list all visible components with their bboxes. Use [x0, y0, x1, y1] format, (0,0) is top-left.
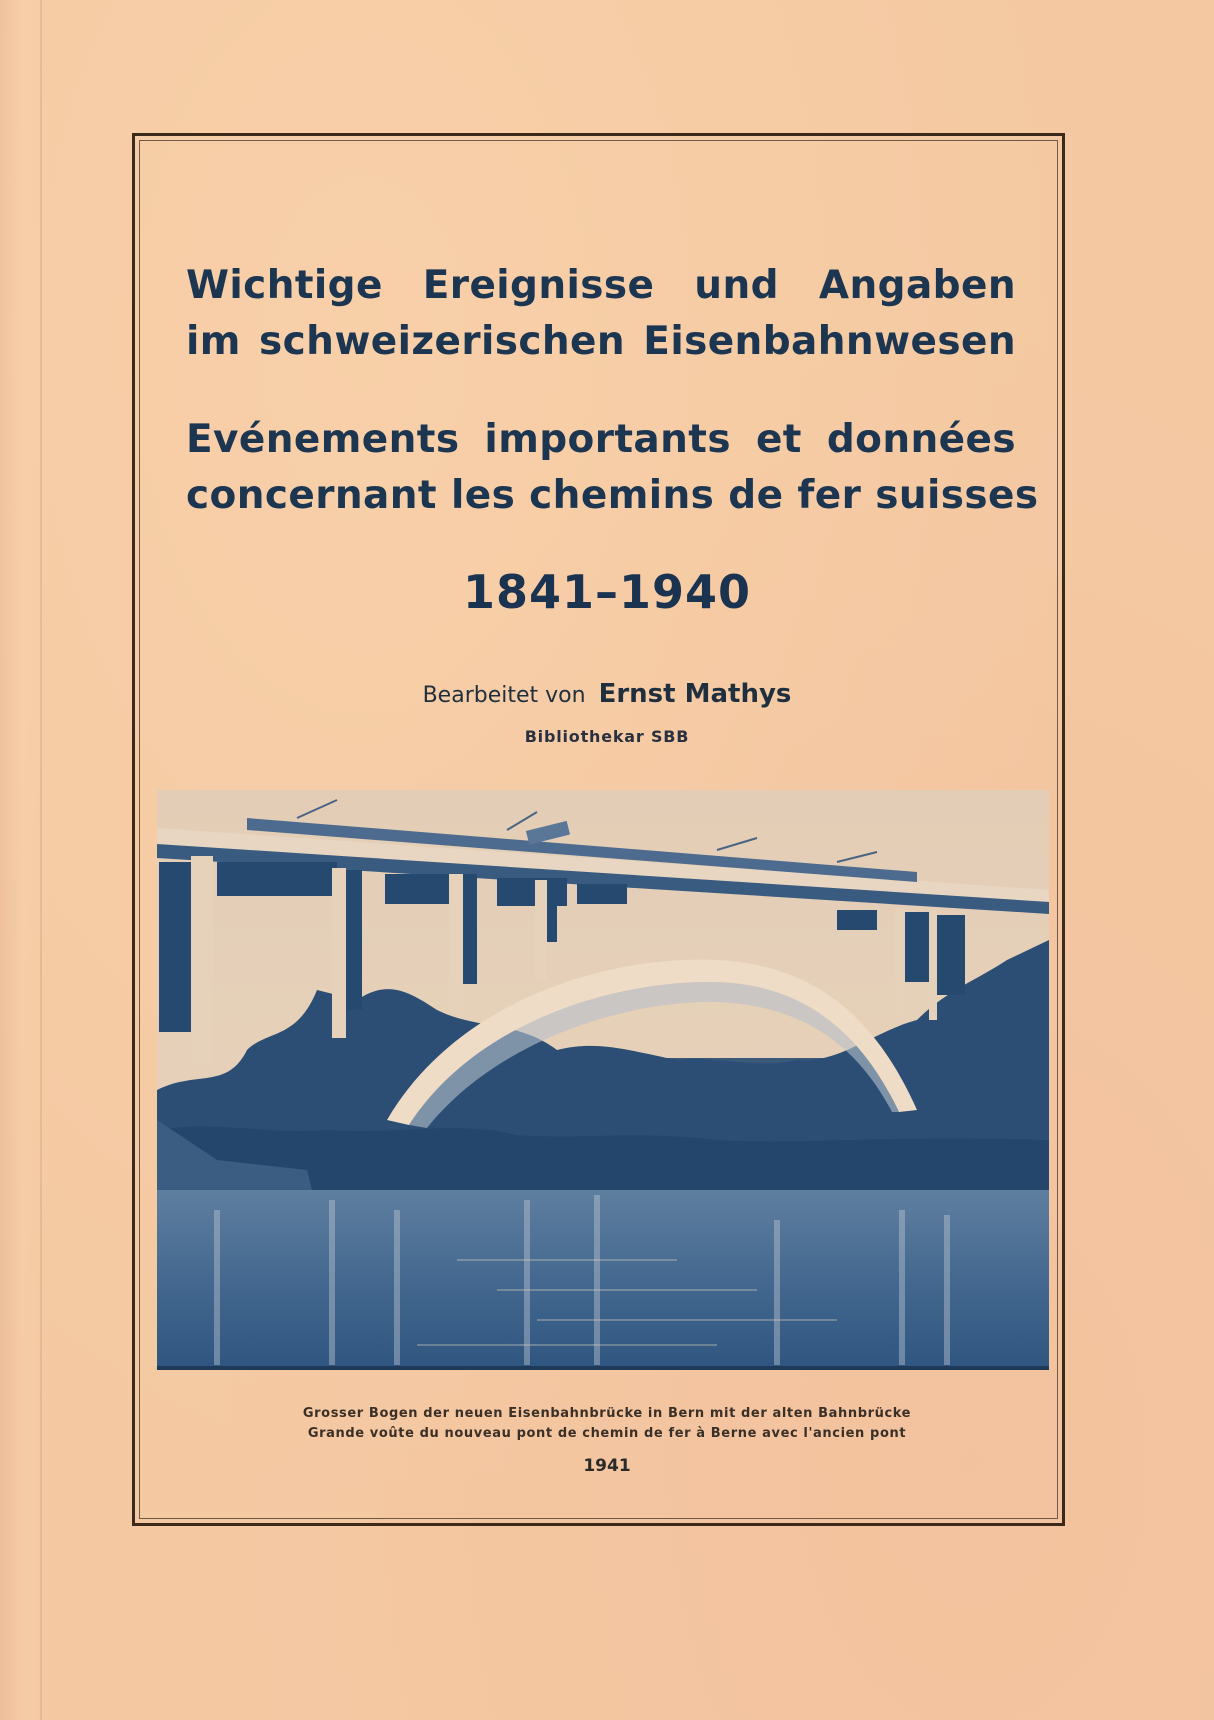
title-german — [186, 258, 1016, 370]
title-french-line-1: Evénements importants et données — [186, 417, 1016, 462]
editor-prefix: Bearbeitet von — [422, 683, 586, 708]
year-range: 1841–1940 — [462, 565, 752, 619]
title-german-line-1: Wichtige Ereignisse und Angaben — [186, 263, 1016, 308]
editor-name: Ernst Mathys — [598, 679, 792, 709]
title-german-line-2: im schweizerischen Eisenbahnwesen — [186, 319, 1016, 364]
bridge-photo — [157, 790, 1049, 1370]
caption-year: 1941 — [583, 1456, 631, 1476]
editor-credit — [0, 679, 1214, 709]
title-french-line-2: concernant les chemins de fer suisses — [186, 473, 1039, 518]
caption-german: Grosser Bogen der neuen Eisenbahnbrücke in Bern mit der alten Bahnbrücke — [302, 1406, 912, 1421]
bridge-illustration — [157, 790, 1049, 1370]
caption-french: Grande voûte du nouveau pont de chemin de fer à Berne avec l'ancien pont — [307, 1426, 907, 1441]
editor-role: Bibliothekar SBB — [524, 727, 690, 746]
photo-caption — [0, 1404, 1214, 1444]
title-french — [186, 412, 1039, 524]
